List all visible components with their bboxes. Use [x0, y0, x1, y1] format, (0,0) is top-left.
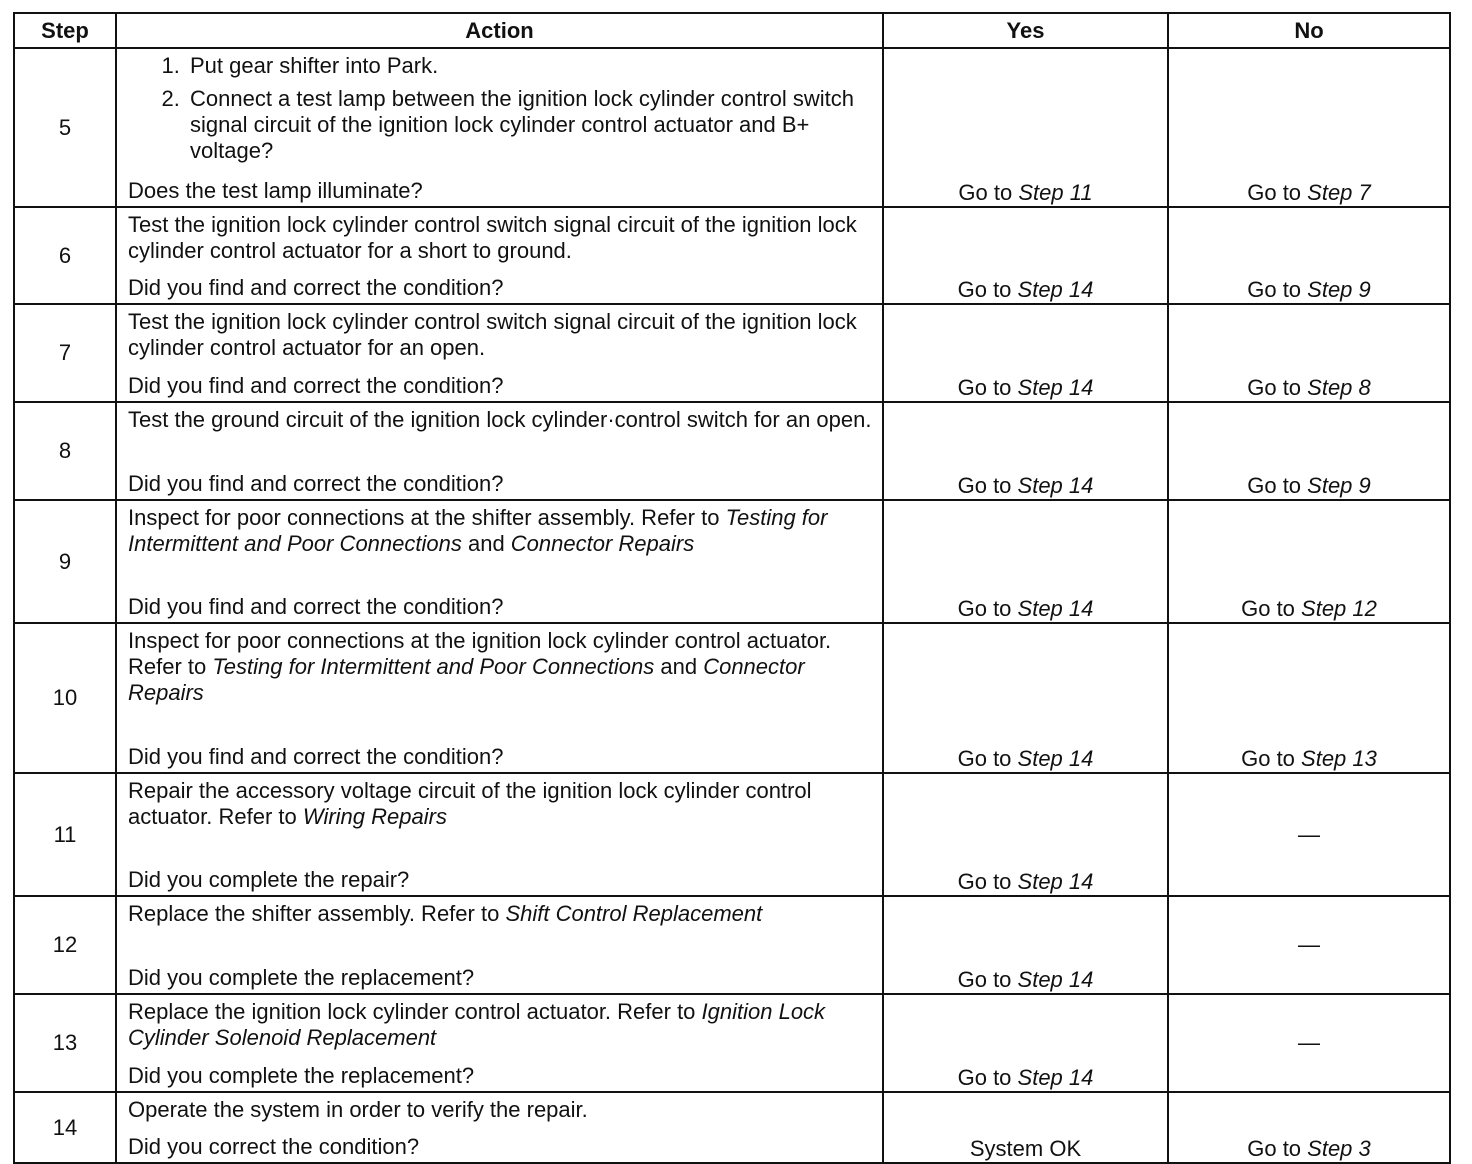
action-content: [117, 501, 882, 622]
goto-step-link[interactable]: Step 14: [1017, 869, 1094, 894]
action-text: [128, 505, 874, 557]
action-instructions: [128, 1097, 874, 1123]
table-row: [14, 623, 1450, 773]
yes-result-prefix: Go to: [957, 1065, 1018, 1090]
action-text: [128, 1097, 874, 1123]
action-text: [128, 999, 874, 1051]
action-text-part: Operate the system in order to verify the repair.: [128, 1097, 588, 1122]
action-content: [117, 995, 882, 1091]
no-result: [1168, 48, 1450, 207]
goto-step-link[interactable]: Step 11: [1018, 180, 1093, 205]
header-no: No: [1168, 13, 1450, 48]
yes-result-prefix: System OK: [969, 1136, 1082, 1161]
action-text-part: Test the ground circuit of the ignition lock cylinder·control switch for an open.: [128, 407, 872, 432]
yes-result: [883, 773, 1168, 896]
yes-result: [883, 896, 1168, 994]
action-content: [117, 305, 882, 401]
step-number: 10: [14, 623, 116, 773]
no-result-prefix: Go to: [1241, 596, 1302, 621]
action-cell: [116, 1092, 883, 1163]
reference-link[interactable]: Shift Control Replacement: [505, 901, 763, 926]
no-result-prefix: Go to: [1247, 277, 1308, 302]
step-number: 8: [14, 402, 116, 500]
no-result: —: [1168, 994, 1450, 1092]
no-result: —: [1168, 896, 1450, 994]
action-question: Did you find and correct the condition?: [128, 373, 504, 398]
action-text-part: Inspect for poor connections at the ignition lock cylinder control actuator. Refer to: [128, 628, 832, 679]
yes-result-prefix: Go to: [957, 473, 1018, 498]
reference-link[interactable]: Testing for Intermittent and Poor Connections: [128, 505, 828, 556]
action-text: [128, 309, 874, 361]
action-text: [128, 212, 874, 264]
yes-result: [883, 402, 1168, 500]
action-question: Does the test lamp illuminate?: [128, 178, 423, 203]
action-content: [117, 624, 882, 772]
no-result: [1168, 623, 1450, 773]
action-content: [117, 208, 882, 303]
step-number: 13: [14, 994, 116, 1092]
no-result-prefix: Go to: [1247, 1136, 1308, 1161]
action-instructions: [128, 212, 874, 264]
yes-result-prefix: Go to: [958, 180, 1019, 205]
action-list-item: 2. Connect a test lamp between the ignition lock cylinder control switch signal circuit of the ignition lock cylinder control actuator and B+ voltage?: [186, 86, 874, 164]
header-yes: Yes: [883, 13, 1168, 48]
goto-step-link[interactable]: Step 14: [1017, 967, 1094, 992]
action-question: Did you find and correct the condition?: [128, 594, 504, 619]
action-question: Did you complete the replacement?: [128, 1063, 475, 1088]
no-result: [1168, 500, 1450, 623]
action-cell: [116, 48, 883, 207]
no-result-prefix: Go to: [1241, 746, 1302, 771]
table-row: [14, 48, 1450, 207]
action-content: [117, 1093, 882, 1162]
no-result: [1168, 1092, 1450, 1163]
action-instructions: [128, 628, 874, 706]
action-instructions: [128, 999, 874, 1051]
goto-step-link[interactable]: Step 9: [1307, 277, 1371, 302]
action-text: [128, 901, 874, 927]
goto-step-link[interactable]: Step 8: [1307, 375, 1371, 400]
goto-step-link[interactable]: Step 3: [1307, 1136, 1371, 1161]
action-text-part: Inspect for poor connections at the shifter assembly. Refer to: [128, 505, 726, 530]
goto-step-link[interactable]: Step 14: [1017, 277, 1094, 302]
action-instructions: [128, 407, 874, 433]
action-question: Did you complete the replacement?: [128, 965, 475, 990]
yes-result: [883, 207, 1168, 304]
goto-step-link[interactable]: Step 14: [1017, 375, 1094, 400]
table-row: [14, 207, 1450, 304]
step-number: 12: [14, 896, 116, 994]
no-result: [1168, 207, 1450, 304]
action-text: [128, 628, 874, 706]
action-instructions: [128, 778, 874, 830]
reference-link[interactable]: Ignition Lock Cylinder Solenoid Replacement: [128, 999, 826, 1050]
goto-step-link[interactable]: Step 7: [1307, 180, 1371, 205]
table-row: [14, 1092, 1450, 1163]
goto-step-link[interactable]: Step 13: [1301, 746, 1377, 771]
no-result-prefix: Go to: [1247, 180, 1308, 205]
action-cell: [116, 623, 883, 773]
action-cell: [116, 304, 883, 402]
action-list: [128, 53, 874, 164]
no-result: [1168, 402, 1450, 500]
yes-result: [883, 623, 1168, 773]
action-content: [117, 897, 882, 993]
reference-link[interactable]: Connector Repairs: [510, 531, 695, 556]
goto-step-link[interactable]: Step 14: [1017, 596, 1094, 621]
no-result-prefix: Go to: [1247, 473, 1308, 498]
step-number: 14: [14, 1092, 116, 1163]
action-content: [117, 403, 882, 499]
no-result: [1168, 304, 1450, 402]
yes-result-prefix: Go to: [957, 277, 1018, 302]
table-row: [14, 773, 1450, 896]
yes-result-prefix: Go to: [957, 869, 1018, 894]
step-number: 5: [14, 48, 116, 207]
yes-result: [883, 1092, 1168, 1163]
yes-result: [883, 500, 1168, 623]
action-question: Did you find and correct the condition?: [128, 275, 504, 300]
diagnostic-table: [13, 12, 1451, 1164]
action-instructions: [128, 901, 874, 927]
action-text-part: Replace the shifter assembly. Refer to: [128, 901, 506, 926]
yes-result-prefix: Go to: [957, 746, 1018, 771]
header-row: [14, 13, 1450, 48]
action-content: [117, 49, 882, 206]
action-cell: [116, 896, 883, 994]
goto-step-link[interactable]: Step 12: [1301, 596, 1377, 621]
yes-result-prefix: Go to: [957, 596, 1018, 621]
table-row: [14, 402, 1450, 500]
header-action: Action: [116, 13, 883, 48]
action-cell: [116, 207, 883, 304]
action-text: [128, 778, 874, 830]
header-step: Step: [14, 13, 116, 48]
action-content: [117, 774, 882, 895]
action-text-part: Test the ignition lock cylinder control switch signal circuit of the ignition lock cylinder control actuator for a short to ground.: [128, 212, 857, 263]
yes-result: [883, 48, 1168, 207]
action-instructions: [128, 53, 874, 164]
goto-step-link[interactable]: Step 9: [1307, 473, 1371, 498]
action-text-part: Test the ignition lock cylinder control switch signal circuit of the ignition lock cylinder control actuator for an open.: [128, 309, 857, 360]
action-question: Did you complete the repair?: [128, 867, 410, 892]
yes-result: [883, 304, 1168, 402]
action-instructions: [128, 309, 874, 361]
goto-step-link[interactable]: Step 14: [1017, 746, 1094, 771]
table-row: [14, 896, 1450, 994]
goto-step-link[interactable]: Step 14: [1017, 1065, 1094, 1090]
table-row: [14, 304, 1450, 402]
yes-result: [883, 994, 1168, 1092]
reference-link[interactable]: Testing for Intermittent and Poor Connections: [212, 654, 655, 679]
action-text: [128, 407, 874, 433]
action-instructions: [128, 505, 874, 557]
step-number: 6: [14, 207, 116, 304]
goto-step-link[interactable]: Step 14: [1017, 473, 1094, 498]
action-list-item: 1. Put gear shifter into Park.: [186, 53, 874, 79]
action-question: Did you find and correct the condition?: [128, 744, 504, 769]
table-row: [14, 994, 1450, 1092]
action-text-part: Repair the accessory voltage circuit of the ignition lock cylinder control actuator. Refer to: [128, 778, 812, 829]
step-number: 9: [14, 500, 116, 623]
step-number: 7: [14, 304, 116, 402]
action-cell: [116, 402, 883, 500]
no-result: —: [1168, 773, 1450, 896]
yes-result-prefix: Go to: [957, 967, 1018, 992]
action-cell: [116, 500, 883, 623]
action-cell: [116, 994, 883, 1092]
reference-link[interactable]: Wiring Repairs: [302, 804, 447, 829]
no-result-prefix: Go to: [1247, 375, 1308, 400]
yes-result-prefix: Go to: [957, 375, 1018, 400]
action-text-part: Replace the ignition lock cylinder control actuator. Refer to: [128, 999, 702, 1024]
action-text-part: and: [654, 654, 704, 679]
action-question: Did you find and correct the condition?: [128, 471, 504, 496]
action-text-part: and: [461, 531, 511, 556]
action-question: Did you correct the condition?: [128, 1134, 420, 1159]
reference-link[interactable]: Connector Repairs: [128, 654, 805, 705]
table-row: [14, 500, 1450, 623]
action-cell: [116, 773, 883, 896]
step-number: 11: [14, 773, 116, 896]
